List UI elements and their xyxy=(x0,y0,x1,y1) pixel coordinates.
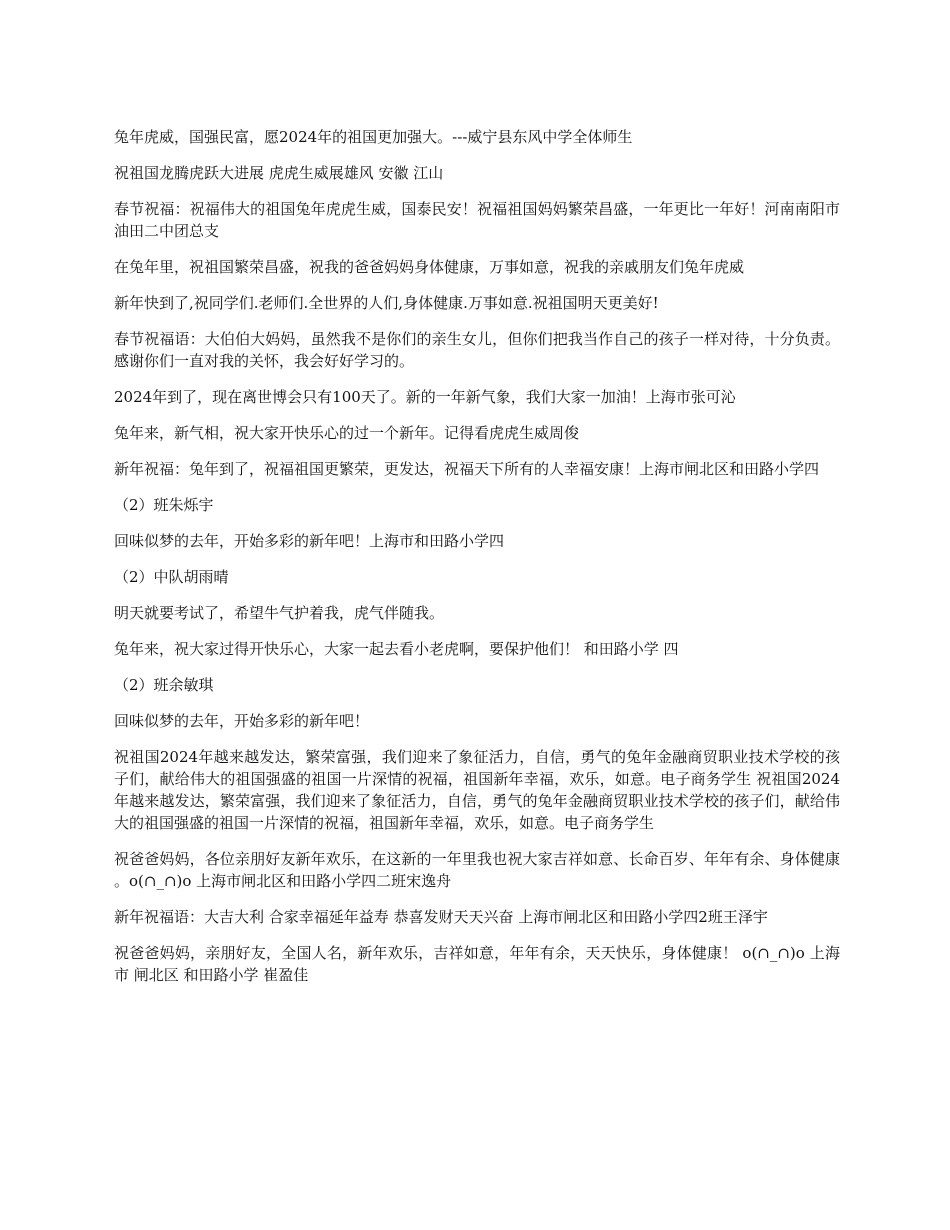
paragraph: 祝爸爸妈妈，各位亲朋好友新年欢乐，在这新的一年里我也祝大家吉祥如意、长命百岁、年年有余、身体健康。o(∩_∩)o 上海市闸北区和田路小学四二班宋逸舟 xyxy=(114,850,840,890)
paragraph: 祝祖国2024年越来越发达，繁荣富强，我们迎来了象征活力，自信，勇气的兔年金融商贸职业技术学校的孩子们，献给伟大的祖国强盛的祖国一片深情的祝福，祖国新年幸福，欢乐，如意。电子商务学生 祝祖国2024年越来越发达，繁荣富强，我们迎来了象征活力，自信，勇气的兔年金融商贸职业技术学校的孩子们，献给伟大的祖国强盛的祖国一片深情的祝福，祖国新年幸福，欢乐，如意。电子商务学生 xyxy=(114,748,840,832)
paragraph: 回味似梦的去年，开始多彩的新年吧！上海市和田路小学四 xyxy=(114,532,505,550)
paragraph: 春节祝福：祝福伟大的祖国兔年虎虎生威，国泰民安！祝福祖国妈妈繁荣昌盛，一年更比一年好！河南南阳市油田二中团总支 xyxy=(114,200,840,240)
paragraph: 2024年到了，现在离世博会只有100天了。新的一年新气象，我们大家一加油！上海市张可沁 xyxy=(114,388,736,406)
paragraph: 祝祖国龙腾虎跃大进展 虎虎生威展雄风 安徽 江山 xyxy=(114,164,444,182)
paragraph: 春节祝福语：大伯伯大妈妈，虽然我不是你们的亲生女儿，但你们把我当作自己的孩子一样对待，十分负责。感谢你们一直对我的关怀，我会好好学习的。 xyxy=(114,330,840,370)
paragraph: （2）班余敏琪 xyxy=(114,676,214,694)
paragraph: 兔年来，新气相，祝大家开快乐心的过一个新年。记得看虎虎生威周俊 xyxy=(114,424,580,442)
paragraph: （2）中队胡雨晴 xyxy=(114,568,229,586)
paragraph: （2）班朱烁宇 xyxy=(114,496,214,514)
paragraph: 祝爸爸妈妈，亲朋好友，全国人名，新年欢乐，吉祥如意，年年有余，天天快乐，身体健康！ o(∩_∩)o 上海市 闸北区 和田路小学 崔盈佳 xyxy=(114,944,840,984)
paragraph: 在兔年里，祝祖国繁荣昌盛，祝我的爸爸妈妈身体健康，万事如意，祝我的亲戚朋友们兔年虎威 xyxy=(114,258,745,276)
paragraph: 新年祝福：兔年到了，祝福祖国更繁荣，更发达，祝福天下所有的人幸福安康！上海市闸北区和田路小学四 xyxy=(114,460,820,478)
paragraph: 新年快到了,祝同学们.老师们.全世界的人们,身体健康.万事如意.祝祖国明天更美好! xyxy=(114,294,659,312)
paragraph: 新年祝福语：大吉大利 合家幸福延年益寿 恭喜发财天天兴奋 上海市闸北区和田路小学四2班王泽宇 xyxy=(114,908,768,926)
paragraph: 兔年虎威，国强民富，愿2024年的祖国更加强大。---威宁县东风中学全体师生 xyxy=(114,128,633,146)
paragraph: 回味似梦的去年，开始多彩的新年吧！ xyxy=(114,712,370,730)
paragraph: 明天就要考试了，希望牛气护着我，虎气伴随我。 xyxy=(114,604,445,622)
paragraph: 兔年来，祝大家过得开快乐心，大家一起去看小老虎啊，要保护他们！ 和田路小学 四 xyxy=(114,640,679,658)
